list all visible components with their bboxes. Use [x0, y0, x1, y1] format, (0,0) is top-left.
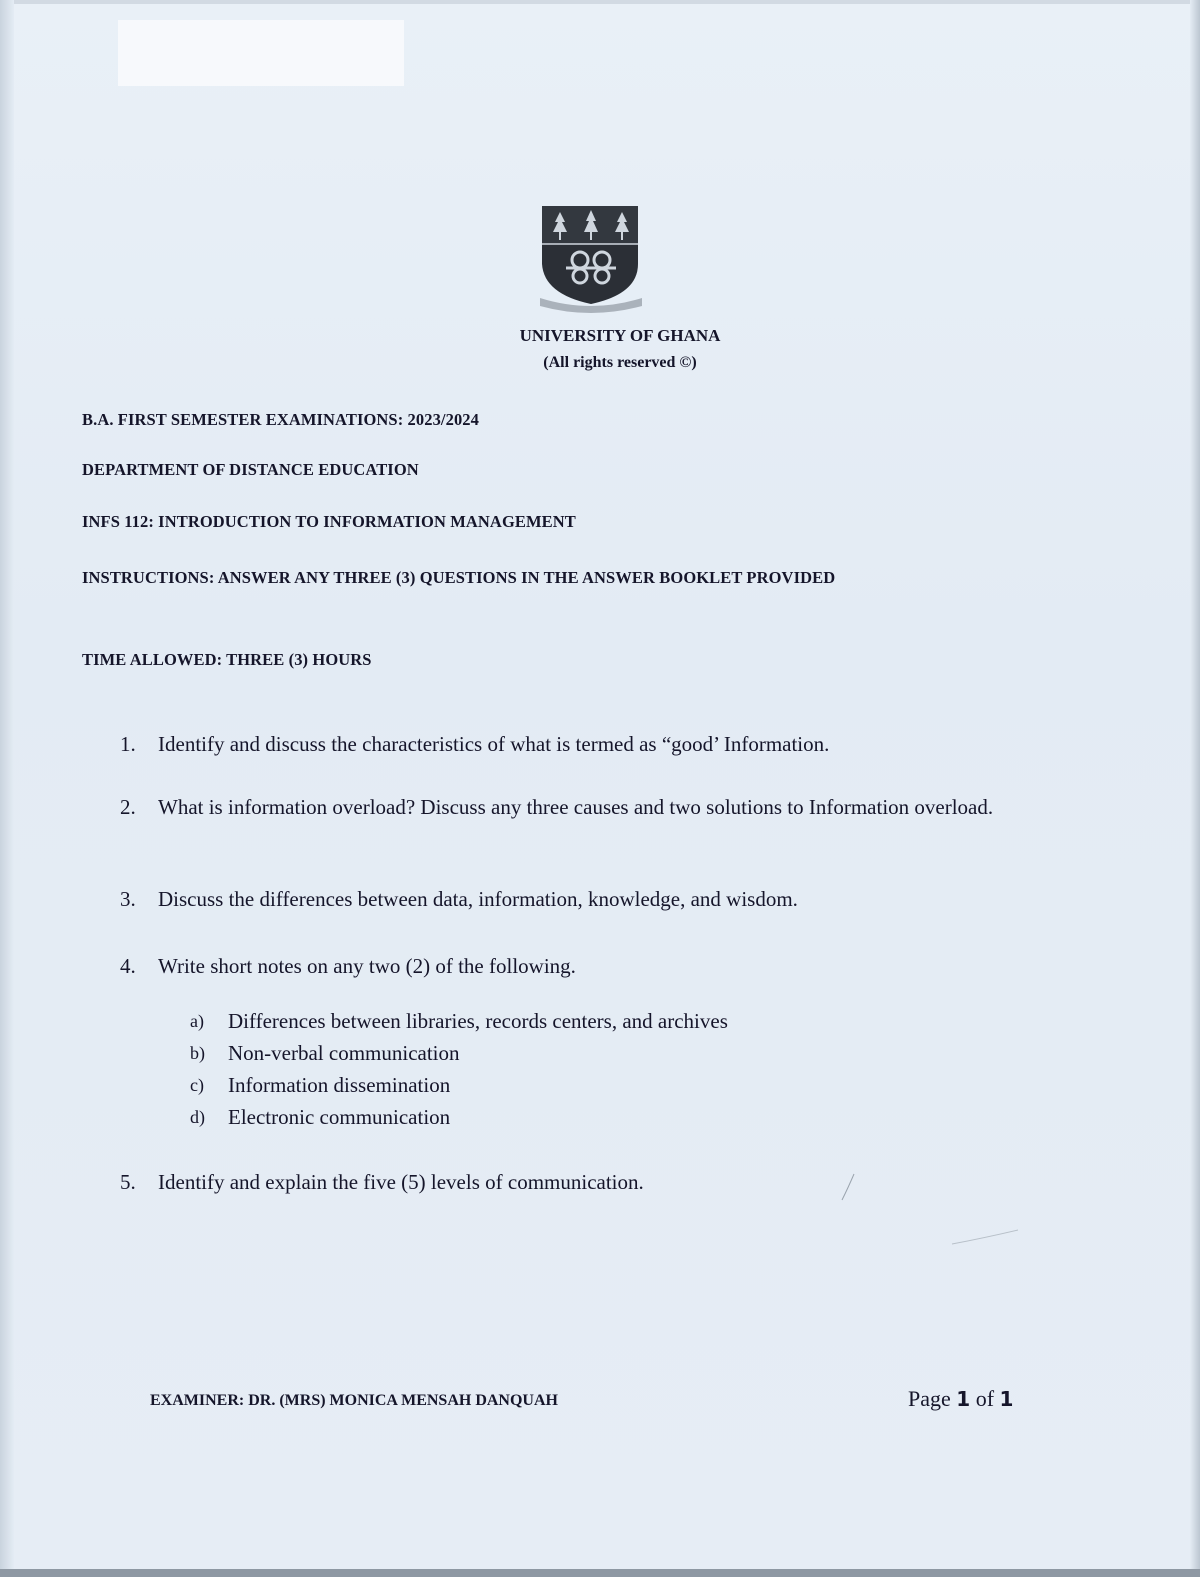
page-current: 1	[956, 1387, 971, 1411]
question-1	[120, 730, 1040, 759]
exam-title: B.A. FIRST SEMESTER EXAMINATIONS: 2023/2024	[82, 410, 480, 429]
institution-name: UNIVERSITY OF GHANA	[519, 326, 721, 345]
question-2	[120, 793, 1040, 822]
question-number: 5.	[120, 1170, 136, 1194]
question-number: 4.	[120, 954, 136, 978]
scan-edge-top	[0, 0, 1200, 4]
question-number: 2.	[120, 795, 136, 819]
option-label: d)	[190, 1107, 205, 1127]
option-label: b)	[190, 1043, 205, 1063]
scan-edge-left	[0, 0, 14, 1577]
examiner-name: EXAMINER: DR. (MRS) MONICA MENSAH DANQUAH	[150, 1392, 558, 1409]
page-indicator	[908, 1386, 1013, 1412]
pen-mark	[838, 1172, 858, 1202]
question-text: Identify and discuss the characteristics of what is termed as “good’ Information.	[158, 732, 830, 756]
department: DEPARTMENT OF DISTANCE EDUCATION	[82, 460, 419, 479]
option-text: Non-verbal communication	[228, 1041, 460, 1065]
option-text: Electronic communication	[228, 1105, 451, 1129]
option-label: a)	[190, 1011, 204, 1031]
redacted-area	[118, 20, 404, 86]
question-number: 1.	[120, 732, 136, 756]
question-3	[120, 885, 1040, 914]
scan-edge-right	[1190, 0, 1200, 1577]
question-number: 3.	[120, 887, 136, 911]
option-text: Information dissemination	[228, 1073, 451, 1097]
university-crest-icon	[538, 202, 644, 314]
question-text: Identify and explain the five (5) levels of communication.	[158, 1170, 644, 1194]
question-4	[120, 952, 1040, 981]
question-text: Discuss the differences between data, information, knowledge, and wisdom.	[158, 887, 798, 911]
page-label: Page	[908, 1386, 951, 1411]
question-5	[120, 1168, 1040, 1197]
page-of: of	[975, 1386, 995, 1411]
instructions: INSTRUCTIONS: ANSWER ANY THREE (3) QUESTIONS IN THE ANSWER BOOKLET PROVIDED	[82, 568, 836, 587]
pen-mark	[950, 1228, 1020, 1248]
scan-edge-bottom	[0, 1569, 1200, 1577]
option-label: c)	[190, 1075, 204, 1095]
page-total: 1	[999, 1387, 1014, 1411]
option-text: Differences between libraries, records centers, and archives	[228, 1009, 728, 1033]
time-allowed: TIME ALLOWED: THREE (3) HOURS	[82, 650, 372, 669]
rights-notice: (All rights reserved ©)	[543, 354, 697, 371]
question-text: What is information overload? Discuss any three causes and two solutions to Information overload.	[158, 795, 994, 819]
course-title: INFS 112: INTRODUCTION TO INFORMATION MANAGEMENT	[82, 512, 576, 531]
question-text: Write short notes on any two (2) of the following.	[158, 954, 576, 978]
